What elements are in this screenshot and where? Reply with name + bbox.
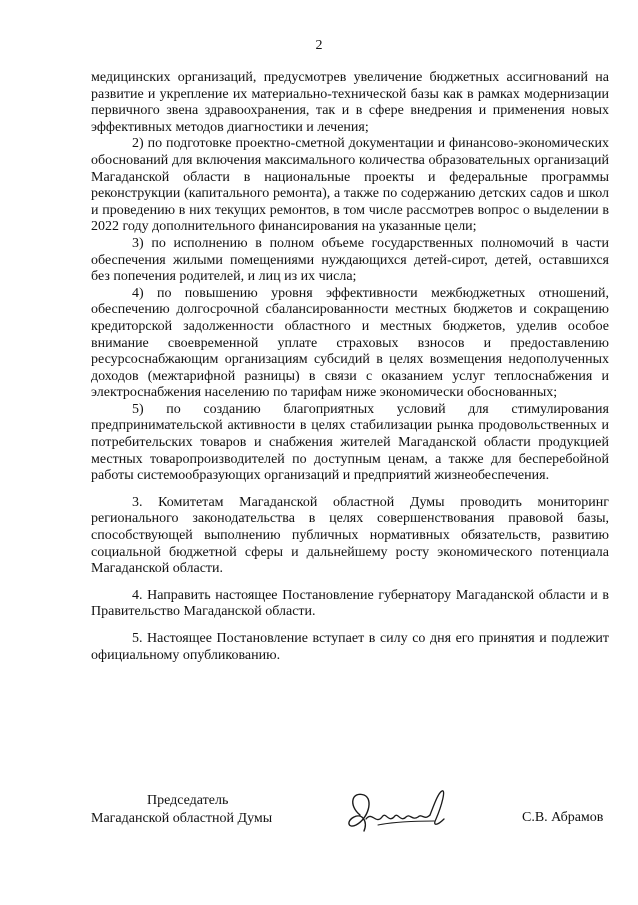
paragraph-section-3: 3. Комитетам Магаданской областной Думы проводить мониторинг регионального законодательства в целях совершенствования правовой базы, способствующей выполнению публичных нормативных обязательств, развитию социальной бюджетной сферы и дальнейшему росту экономического потенциала Магаданской области. — [91, 494, 609, 577]
paragraph-item-3: 3) по исполнению в полном объеме государственных полномочий в части обеспечения жилыми помещениями нуждающихся детей-сирот, детей, оставшихся без попечения родителей, и лиц из их числа; — [91, 235, 609, 285]
signatory-title-line1: Председатель — [147, 793, 229, 808]
page-number: 2 — [315, 38, 323, 53]
paragraph-item-4: 4) по повышению уровня эффективности межбюджетных отношений, обеспечению долгосрочной сбалансированности местных бюджетов и сокращению кредиторской задолженности областного и местных бюджетов, уделив особое внимание своевременной уплате страховых взносов и предоставлению ресурсоснабжающим организациям субсидий в целях возмещения недополученных доходов (межтарифной разницы) в связи с оказанием услуг теплоснабжения и электроснабжения населению по тарифам ниже экономически обоснованных; — [91, 285, 609, 401]
paragraph-section-5: 5. Настоящее Постановление вступает в силу со дня его принятия и подлежит официальному опубликованию. — [91, 631, 609, 663]
paragraph-section-4: 4. Направить настоящее Постановление губернатору Магаданской области и в Правительство Магаданской области. — [91, 587, 609, 620]
paragraph-item-2: 2) по подготовке проектно-сметной документации и финансово-экономических обоснований для включения максимального количества образовательных организаций Магаданской области в национальные проекты и федеральные программы реконструкции (капитального ремонта), а также по содержанию детских садов и школ и проведению в них текущих ремонтов, в том числе рассмотрев вопрос о выделении в 2022 году дополнительного финансирования на указанные цели; — [91, 136, 609, 235]
signatory-name: С.В. Абрамов — [522, 810, 604, 825]
document-body — [91, 70, 609, 664]
signatory-title-line2: Магаданской областной Думы — [91, 811, 273, 826]
signatory-title — [91, 792, 272, 828]
handwritten-signature — [338, 785, 458, 845]
paragraph-continuation: медицинских организаций, предусмотрев увеличение бюджетных ассигнований на развитие и укрепление их материально-технической базы как в рамках модернизации первичного звена здравоохранения, так и в сфере внедрения и применения новых эффективных методов диагностики и лечения; — [91, 70, 609, 135]
paragraph-item-5: 5) по созданию благоприятных условий для стимулирования предпринимательской активности в целях стабилизации рынка продовольственных и потребительских товаров и снабжения жителей Магаданской области продукцией местных товаропроизводителей по доступным ценам, а также для бесперебойной работы системообразующих организаций и предприятий жизнеобеспечения. — [91, 401, 609, 484]
